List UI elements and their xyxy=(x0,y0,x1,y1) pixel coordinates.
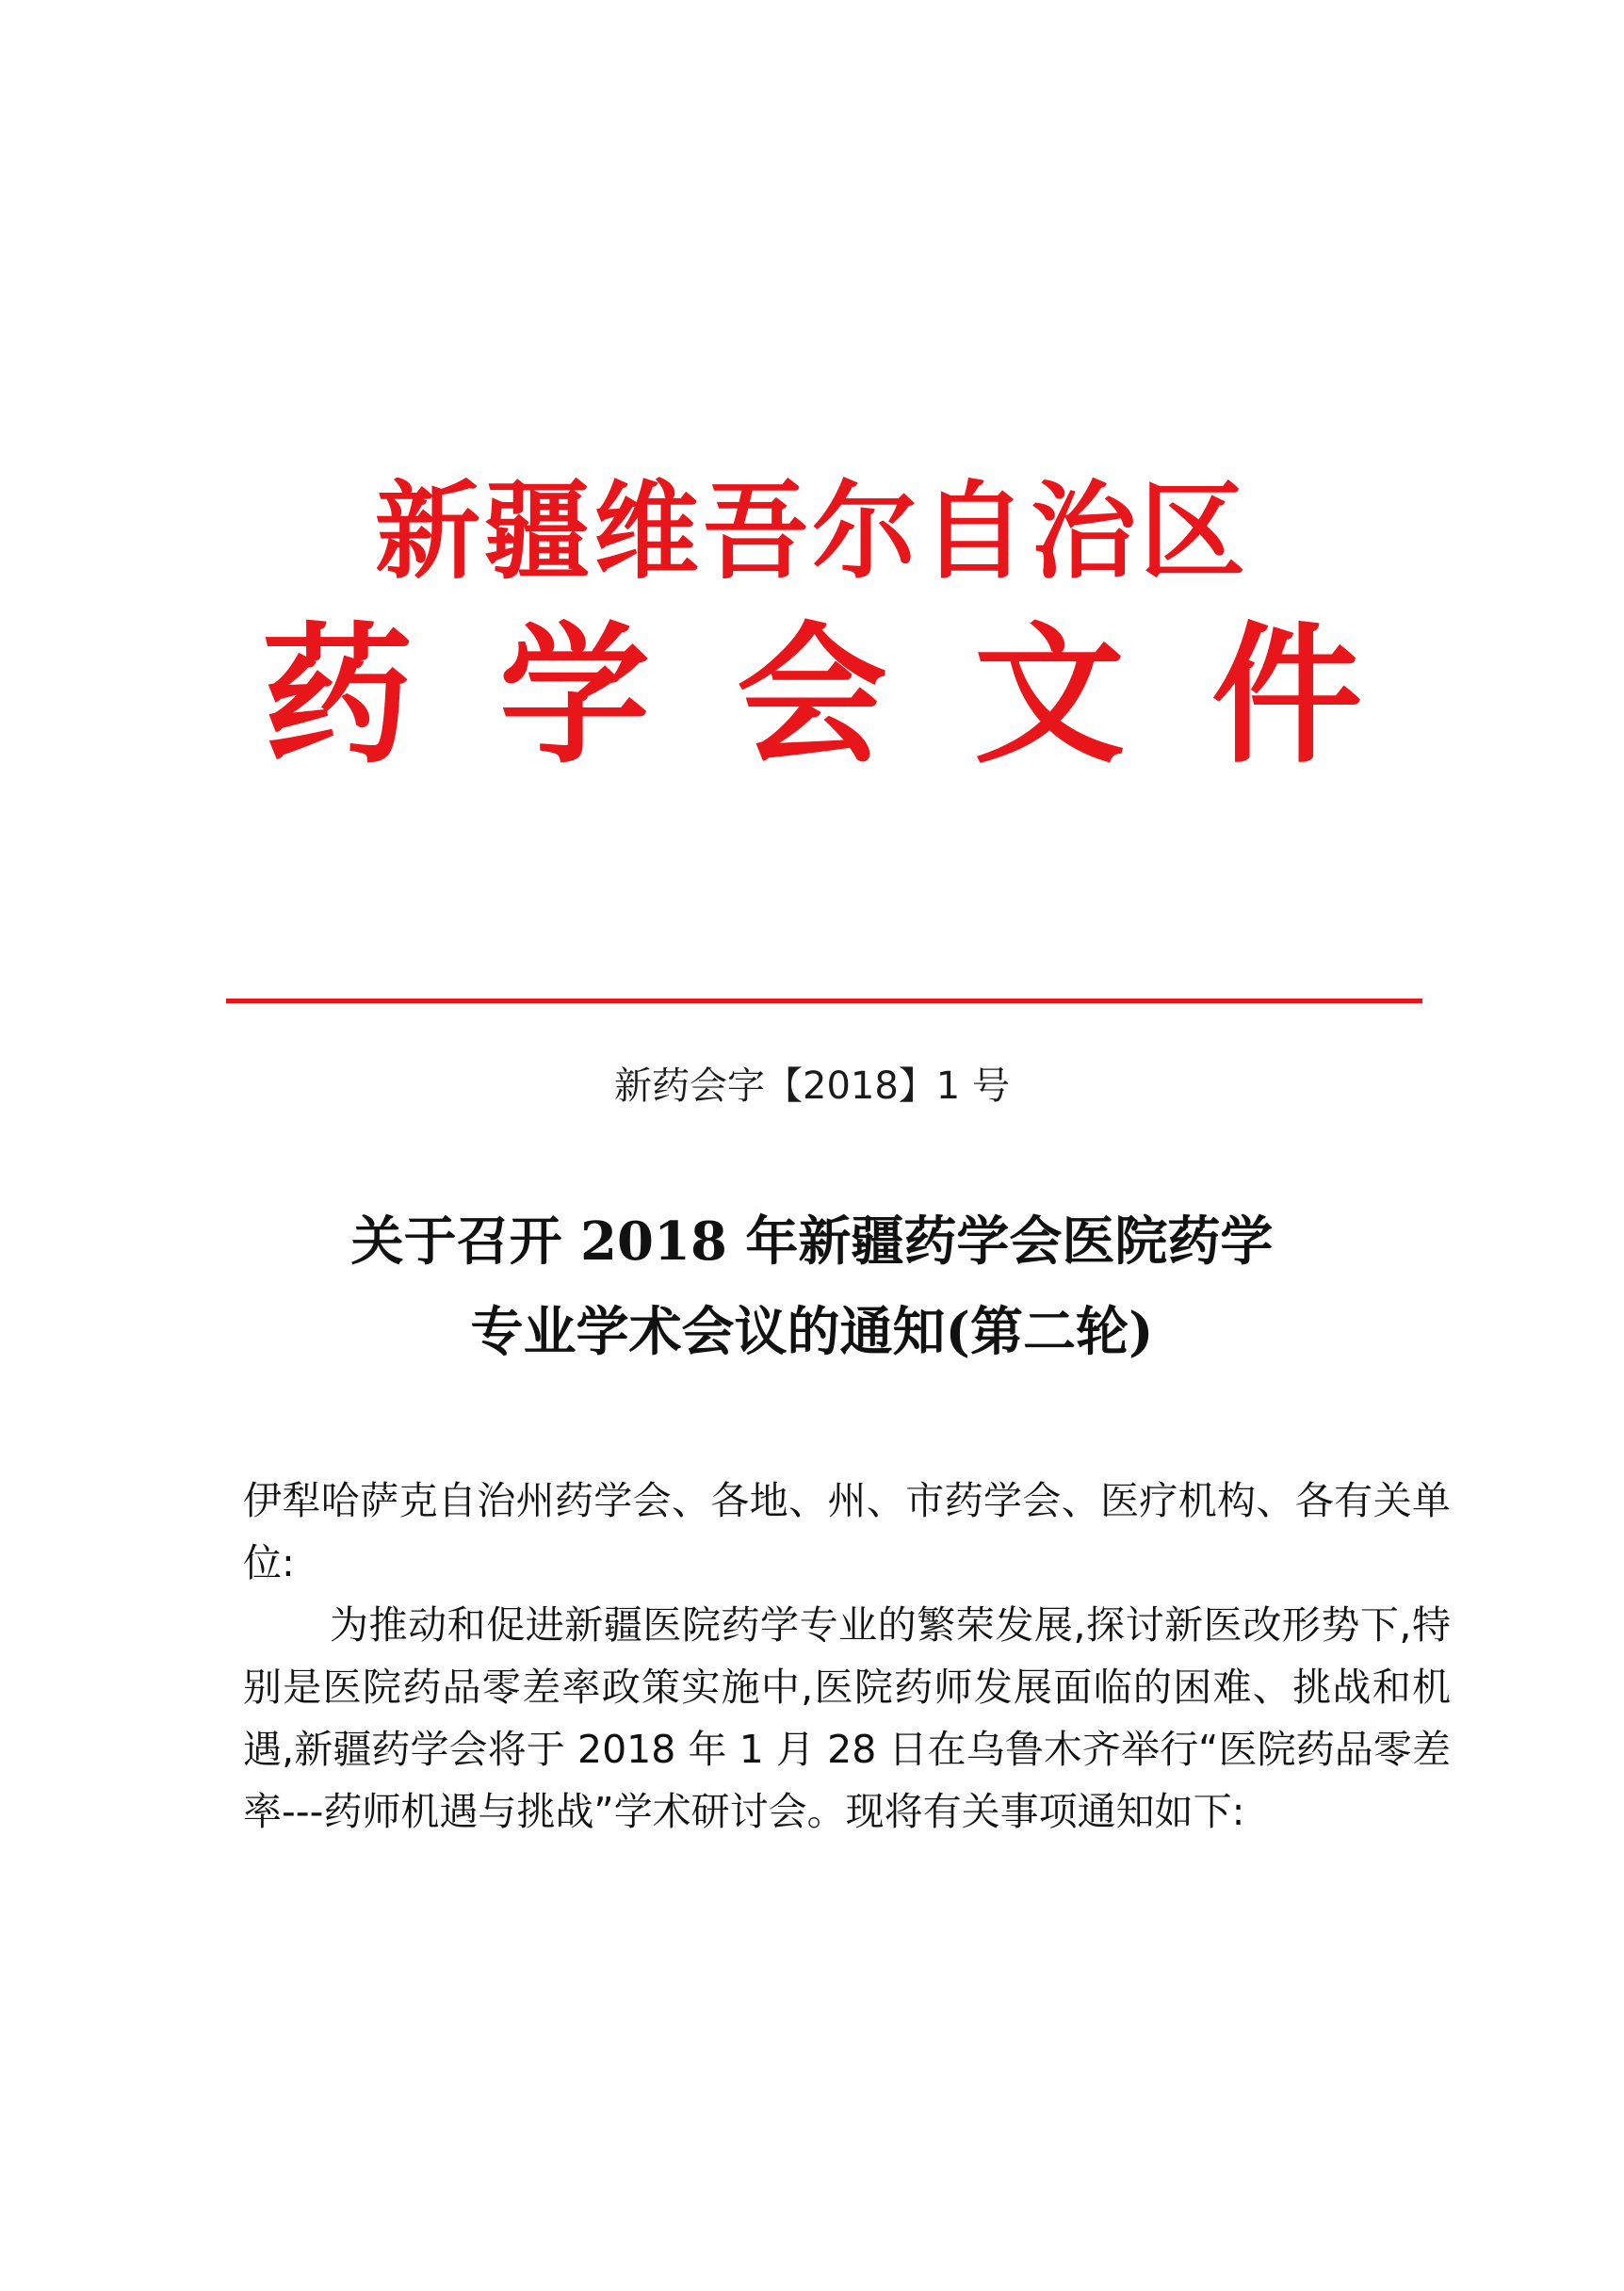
document-title-line-2: 专业学术会议的通知(第二轮) xyxy=(470,1301,1154,1363)
red-header-doc-type: 药学会文件 xyxy=(261,607,1449,784)
document-title-line-1: 关于召开 2018 年新疆药学会医院药学 xyxy=(350,1210,1274,1273)
document-title xyxy=(0,1196,1624,1377)
body-paragraph-1: 为推动和促进新疆医院药学专业的繁荣发展,探讨新医改形势下,特别是医院药品零差率政策实施中,医院药师发展面临的困难、挑战和机遇,新疆药学会将于 2018 年 1 月 28 日在乌鲁木齐举行“医院药品零差率---药师机遇与挑战”学术研讨会。现将有关事项通知如下: xyxy=(243,1602,1451,1834)
salutation: 伊犁哈萨克自治州药学会、各地、州、市药学会、医疗机构、各有关单位: xyxy=(243,1478,1451,1585)
red-divider-line xyxy=(226,999,1422,1003)
document-body xyxy=(243,1470,1451,1843)
document-number: 新药会字【2018】1 号 xyxy=(614,1064,1010,1108)
red-header-org-line: 新疆维吾尔自治区 xyxy=(375,470,1249,593)
